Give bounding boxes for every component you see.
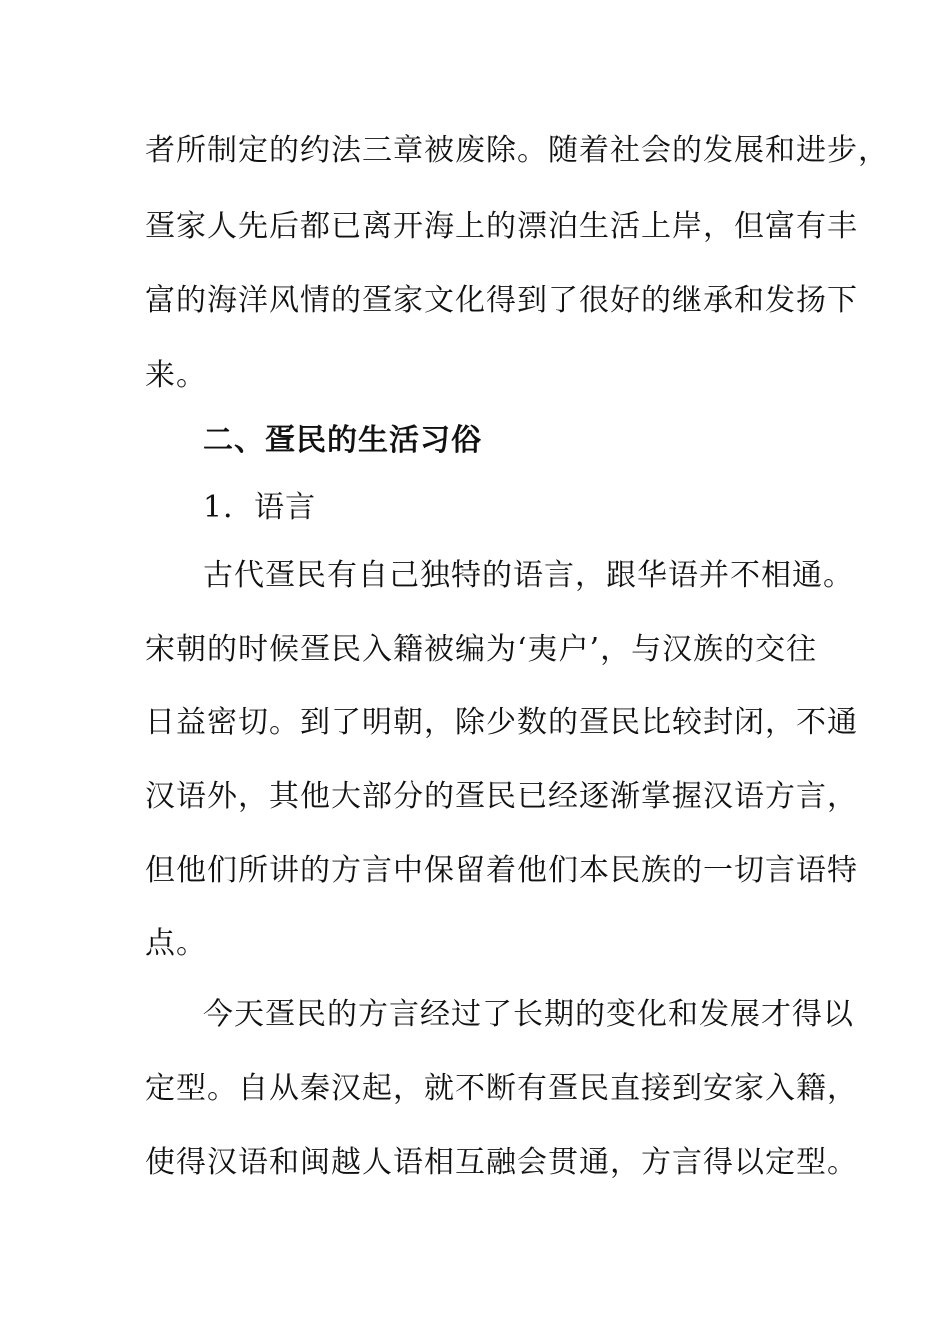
paragraph-3-line-2: 定型。自从秦汉起，就不断有疍民直接到安家入籍， [145,1071,858,1106]
subsection-heading: 1．语言 [203,490,317,525]
paragraph-2-line-6: 点。 [145,926,207,961]
paragraph-2-line-2: 宋朝的时候疍民入籍被编为‘夷户’，与汉族的交往 [145,632,818,667]
paragraph-2-line-4: 汉语外，其他大部分的疍民已经逐渐掌握汉语方言， [145,779,858,814]
section-heading: 二、疍民的生活习俗 [203,423,482,458]
paragraph-2-line-3: 日益密切。到了明朝，除少数的疍民比较封闭，不通 [145,705,858,740]
paragraph-3-line-3: 使得汉语和闽越人语相互融会贯通，方言得以定型。 [145,1145,858,1180]
paragraph-2-line-1: 古代疍民有自己独特的语言，跟华语并不相通。 [203,558,854,593]
paragraph-3-line-1: 今天疍民的方言经过了长期的变化和发展才得以 [203,997,854,1032]
paragraph-1-line-4: 来。 [145,358,207,393]
paragraph-1-line-1: 者所制定的约法三章被废除。随着社会的发展和进步， [145,133,889,168]
paragraph-1-line-3: 富的海洋风情的疍家文化得到了很好的继承和发扬下 [145,283,858,318]
paragraph-1-line-2: 疍家人先后都已离开海上的漂泊生活上岸，但富有丰 [145,209,858,244]
paragraph-2-line-5: 但他们所讲的方言中保留着他们本民族的一切言语特 [145,853,858,888]
